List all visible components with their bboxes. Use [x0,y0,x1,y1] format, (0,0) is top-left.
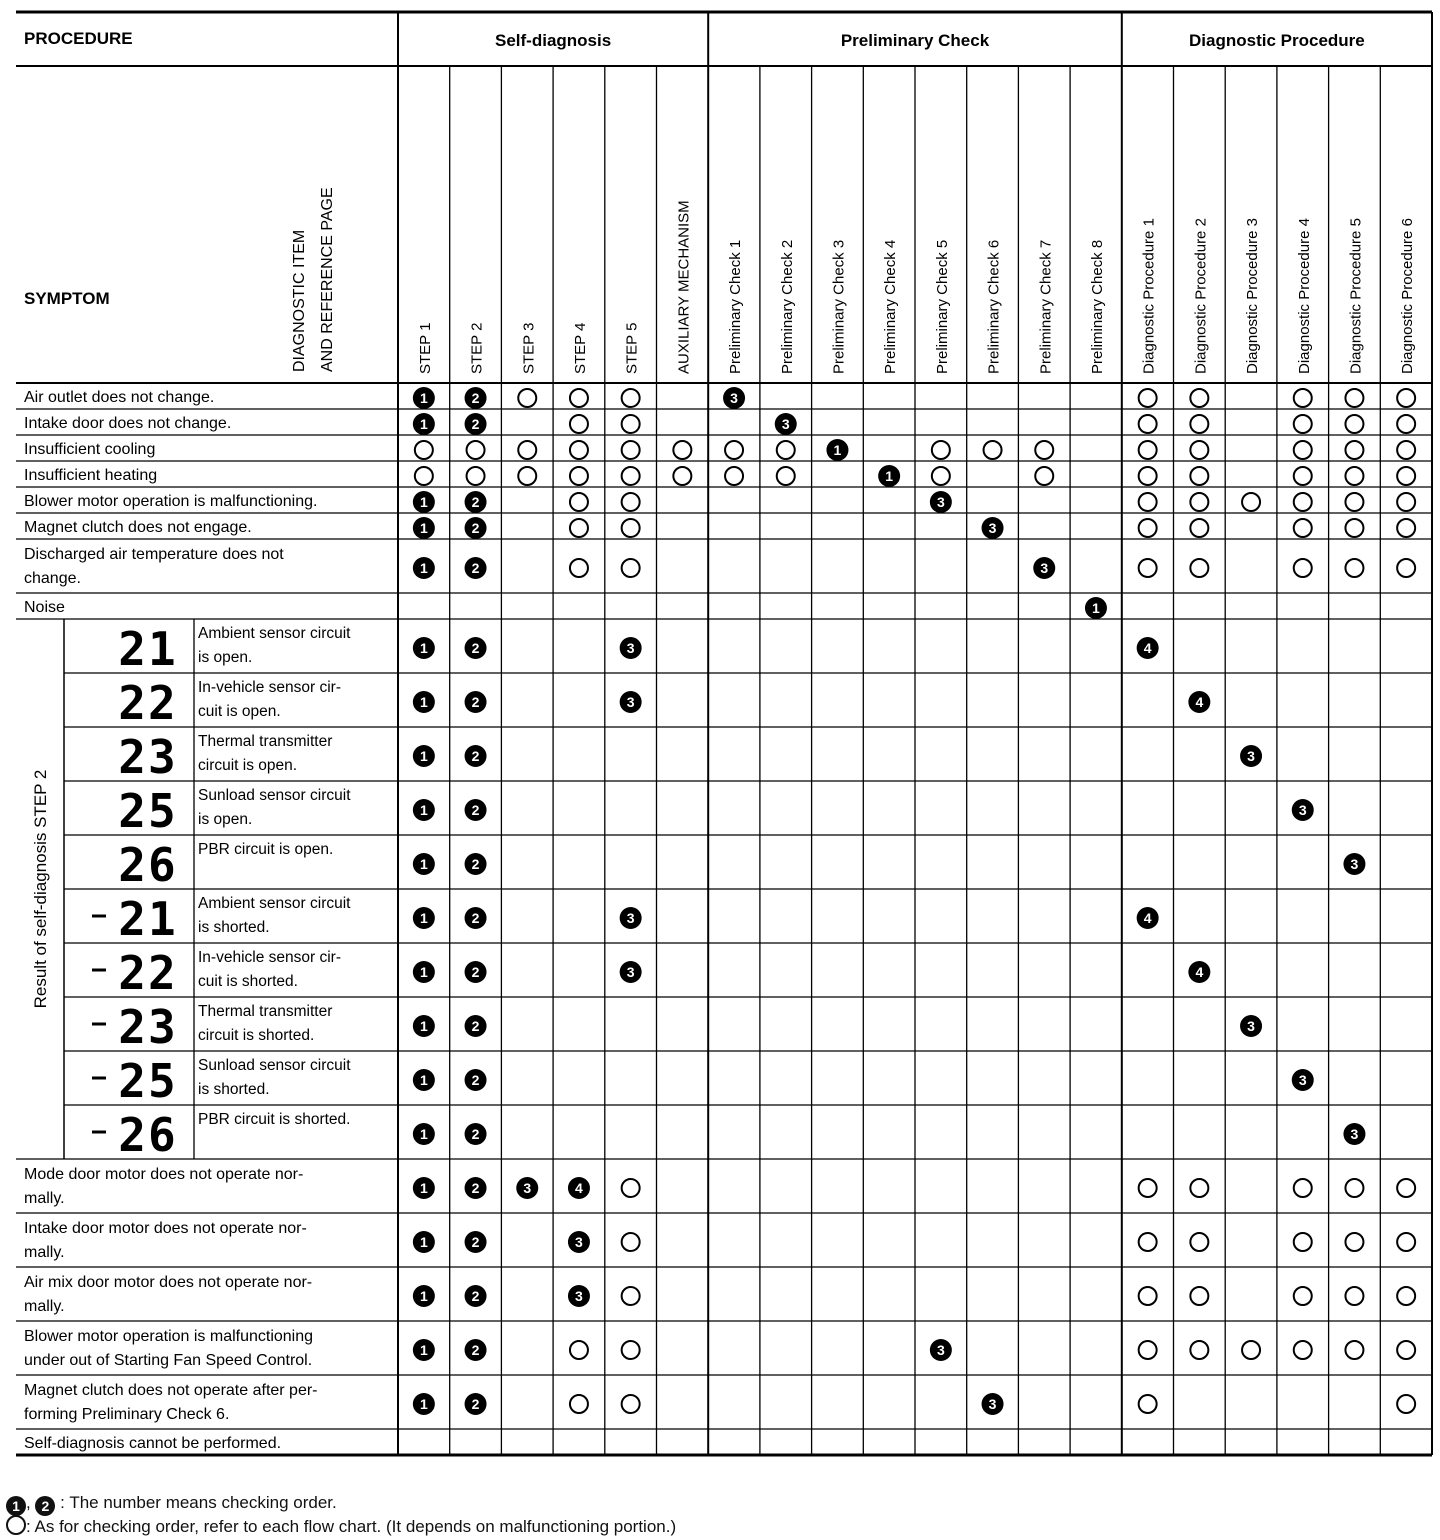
mark-number: 1 [419,1342,428,1358]
open-circle-mark [673,467,691,485]
column-header-16: Diagnostic Procedure 2 [1192,218,1210,374]
open-circle-mark [1139,1341,1157,1359]
open-circle-mark [622,519,640,537]
column-header-5: STEP 5 [623,322,641,374]
mark-number: 1 [419,1018,428,1034]
open-circle-mark [622,441,640,459]
open-circle-mark [1190,1233,1208,1251]
symptom-text: under out of Starting Fan Speed Control. [24,1352,313,1369]
open-circle-mark [1397,467,1415,485]
symptom-text: Discharged air temperature does not [24,546,284,563]
code-description: circuit is open. [198,757,298,774]
open-circle-mark [570,467,588,485]
symptom-text: Mode door motor does not operate nor- [24,1166,304,1183]
code-description: is shorted. [198,919,270,936]
open-circle-mark [1139,467,1157,485]
open-circle-mark [415,467,433,485]
mark-number: 1 [419,1396,428,1412]
open-circle-mark [1294,493,1312,511]
open-circle-mark [725,441,743,459]
code-description: Ambient sensor circuit [198,625,351,642]
open-circle-mark [1139,1395,1157,1413]
symptom-text: change. [24,570,81,587]
mark-number: 2 [471,856,480,872]
open-circle-mark [1242,1341,1260,1359]
open-circle-mark [1397,519,1415,537]
open-circle-mark [622,1179,640,1197]
mark-number: 3 [626,694,635,710]
mark-number: 3 [1298,1072,1307,1088]
symptom-text: Intake door does not change. [24,415,232,432]
mark-number: 2 [471,748,480,764]
symptom-text: Air outlet does not change. [24,389,215,406]
mark-number: 1 [419,640,428,656]
mark-number: 2 [471,640,480,656]
legend-number-text: : The number means checking order. [55,1493,337,1512]
open-circle-mark [518,467,536,485]
mark-number: 1 [885,468,894,484]
code-description: Ambient sensor circuit [198,895,351,912]
mark-number: 1 [419,1072,428,1088]
open-circle-mark [1345,1341,1363,1359]
mark-number: 2 [471,1072,480,1088]
mark-number: 1 [419,560,428,576]
mark-number: 4 [1195,964,1204,980]
open-circle-mark [673,441,691,459]
code-description: is open. [198,649,253,666]
symptom-text: forming Preliminary Check 6. [24,1406,230,1423]
mark-number: 1 [419,1234,428,1250]
error-code: 26 [118,838,178,892]
column-header-10: Preliminary Check 4 [882,239,900,374]
open-circle-mark [1294,1287,1312,1305]
open-circle-mark [1035,467,1053,485]
mark-number: 2 [471,1180,480,1196]
mark-number: 4 [1143,910,1152,926]
symptom-text: Blower motor operation is malfunctioning [24,1328,314,1345]
mark-number: 3 [1040,560,1049,576]
column-header-15: Diagnostic Procedure 1 [1140,218,1158,374]
open-circle-mark [1397,389,1415,407]
mark-number: 1 [419,520,428,536]
mark-number: 1 [419,494,428,510]
mark-number: 1 [419,1288,428,1304]
open-circle-mark [622,1341,640,1359]
open-circle-mark [1139,415,1157,433]
legend-line-1: 1 , 2 : The number means checking order. [6,1493,337,1516]
column-header-4: STEP 4 [571,322,589,374]
open-circle-mark [1345,467,1363,485]
open-circle-mark [1139,389,1157,407]
code-description: PBR circuit is open. [198,841,334,858]
open-circle-mark [518,441,536,459]
column-header-6: AUXILIARY MECHANISM [675,200,693,374]
open-circle-icon [6,1515,26,1535]
symptom-text: mally. [24,1190,65,1207]
open-circle-mark [570,441,588,459]
open-circle-mark [570,389,588,407]
symptom-text: Air mix door motor does not operate nor- [24,1274,313,1291]
mark-number: 2 [471,520,480,536]
code-description: In-vehicle sensor cir- [198,679,341,696]
column-header-1: STEP 1 [416,322,434,374]
code-description: In-vehicle sensor cir- [198,949,341,966]
column-header-9: Preliminary Check 3 [830,239,848,374]
open-circle-mark [1397,1179,1415,1197]
column-header-13: Preliminary Check 7 [1037,239,1055,374]
side-label: Result of self-diagnosis STEP 2 [31,769,50,1009]
mark-number: 2 [471,694,480,710]
mark-number: 3 [626,964,635,980]
mark-number: 2 [471,910,480,926]
diagnostic-item-label: DIAGNOSTIC ITEM [291,229,308,372]
open-circle-mark [1242,493,1260,511]
open-circle-mark [1294,467,1312,485]
mark-number: 3 [936,494,945,510]
open-circle-mark [1345,415,1363,433]
mark-number: 2 [471,560,480,576]
mark-number: 1 [419,748,428,764]
open-circle-mark [622,1287,640,1305]
open-circle-mark [570,1395,588,1413]
error-code: 22 [118,676,178,730]
column-header-2: STEP 2 [468,322,486,374]
open-circle-mark [1397,415,1415,433]
open-circle-mark [1190,519,1208,537]
mark-number: 3 [626,640,635,656]
open-circle-mark [415,441,433,459]
open-circle-mark [1035,441,1053,459]
open-circle-mark [1397,1395,1415,1413]
error-code: 23 [118,730,178,784]
open-circle-mark [570,493,588,511]
error-code: 25 [118,1054,178,1108]
mark-number: 2 [471,1018,480,1034]
mark-number: 3 [575,1288,583,1304]
mark-number: 2 [471,1342,480,1358]
open-circle-mark [570,1341,588,1359]
open-circle-mark [622,1395,640,1413]
group-header-0: Self-diagnosis [495,31,612,50]
open-circle-mark [1294,519,1312,537]
symptom-text: Blower motor operation is malfunctioning. [24,493,318,510]
mark-number: 3 [575,1234,583,1250]
open-circle-mark [1294,1341,1312,1359]
column-header-14: Preliminary Check 8 [1088,239,1106,374]
open-circle-mark [1345,441,1363,459]
code-description: is shorted. [198,1081,270,1098]
open-circle-mark [1190,415,1208,433]
mark-number: 2 [471,1126,480,1142]
mark-number: 3 [1350,1126,1359,1142]
code-description: cuit is shorted. [198,973,298,990]
open-circle-mark [518,389,536,407]
mark-number: 3 [988,1396,997,1412]
code-description: PBR circuit is shorted. [198,1111,351,1128]
symptom-text: Intake door motor does not operate nor- [24,1220,307,1237]
column-header-19: Diagnostic Procedure 5 [1347,218,1365,374]
open-circle-mark [932,467,950,485]
mark-number: 2 [471,802,480,818]
symptom-text: Self-diagnosis cannot be performed. [24,1435,282,1452]
open-circle-mark [1190,389,1208,407]
procedure-label: PROCEDURE [24,29,133,48]
mark-number: 3 [1247,748,1255,764]
mark-number: 1 [419,1180,428,1196]
mark-number: 3 [781,416,790,432]
open-circle-mark [1139,441,1157,459]
mark-number: 1 [419,390,428,406]
mark-number: 2 [471,416,480,432]
column-header-11: Preliminary Check 5 [933,239,951,374]
error-code: 21 [118,892,178,946]
open-circle-mark [1345,519,1363,537]
open-circle-mark [1139,493,1157,511]
open-circle-mark [1294,441,1312,459]
symptom-text: Insufficient heating [24,467,158,484]
code-description: is open. [198,811,253,828]
symptom-text: Magnet clutch does not engage. [24,519,252,536]
open-circle-mark [1190,1341,1208,1359]
open-circle-mark [1139,1233,1157,1251]
open-circle-mark [622,415,640,433]
number-2-filled-icon: 2 [35,1496,55,1516]
open-circle-mark [1345,493,1363,511]
open-circle-mark [1190,1287,1208,1305]
mark-number: 3 [1350,856,1359,872]
open-circle-mark [1190,559,1208,577]
open-circle-mark [1190,1179,1208,1197]
open-circle-mark [725,467,743,485]
mark-number: 2 [471,964,480,980]
code-description: Thermal transmitter [198,733,333,750]
open-circle-mark [1294,1179,1312,1197]
mark-number: 1 [419,694,428,710]
mark-number: 1 [419,856,428,872]
group-header-1: Preliminary Check [840,31,990,50]
open-circle-mark [622,389,640,407]
diagnostic-item-label: AND REFERENCE PAGE [319,187,336,372]
symptom-text: Magnet clutch does not operate after per- [24,1382,318,1399]
open-circle-mark [1294,389,1312,407]
mark-number: 3 [1298,802,1307,818]
open-circle-mark [1345,1179,1363,1197]
error-code: 25 [118,784,178,838]
column-header-20: Diagnostic Procedure 6 [1399,218,1417,374]
column-header-7: Preliminary Check 1 [727,239,745,374]
open-circle-mark [1139,1287,1157,1305]
open-circle-mark [1397,1341,1415,1359]
code-description: cuit is open. [198,703,281,720]
column-header-18: Diagnostic Procedure 4 [1295,218,1313,374]
column-header-12: Preliminary Check 6 [985,239,1003,374]
mark-number: 2 [471,1234,480,1250]
mark-number: 2 [471,494,480,510]
code-description: Sunload sensor circuit [198,1057,351,1074]
open-circle-mark [1345,1233,1363,1251]
open-circle-mark [467,467,485,485]
open-circle-mark [1397,559,1415,577]
mark-number: 2 [471,390,480,406]
mark-number: 2 [471,1396,480,1412]
symptom-label: SYMPTOM [24,289,110,308]
number-1-filled-icon: 1 [6,1496,26,1516]
open-circle-mark [932,441,950,459]
symptom-text: mally. [24,1298,65,1315]
group-header-2: Diagnostic Procedure [1189,31,1365,50]
symptom-text: Insufficient cooling [24,441,156,458]
legend-circle-text: : As for checking order, refer to each flow chart. (It depends on malfunctioning portion.) [26,1517,677,1536]
open-circle-mark [1397,493,1415,511]
mark-number: 2 [471,1288,480,1304]
open-circle-mark [1294,1233,1312,1251]
mark-number: 3 [730,390,738,406]
error-code: 23 [118,1000,178,1054]
mark-number: 1 [419,1126,428,1142]
mark-number: 4 [1195,694,1204,710]
open-circle-mark [570,519,588,537]
open-circle-mark [467,441,485,459]
open-circle-mark [1397,1233,1415,1251]
open-circle-mark [570,559,588,577]
mark-number: 4 [575,1180,583,1196]
open-circle-mark [622,493,640,511]
open-circle-mark [777,467,795,485]
open-circle-mark [984,441,1002,459]
mark-number: 1 [1092,600,1100,616]
mark-number: 1 [419,910,428,926]
open-circle-mark [1190,493,1208,511]
open-circle-mark [1294,559,1312,577]
mark-number: 3 [988,520,997,536]
column-header-3: STEP 3 [520,322,538,374]
mark-number: 4 [1143,640,1152,656]
open-circle-mark [1345,1287,1363,1305]
open-circle-mark [570,415,588,433]
open-circle-mark [1139,519,1157,537]
open-circle-mark [1397,1287,1415,1305]
legend-line-2 [6,1515,676,1537]
open-circle-mark [1345,389,1363,407]
mark-number: 3 [1247,1018,1255,1034]
open-circle-mark [1190,467,1208,485]
mark-number: 3 [523,1180,532,1196]
mark-number: 3 [626,910,635,926]
column-header-8: Preliminary Check 2 [778,239,796,374]
mark-number: 1 [419,416,428,432]
open-circle-mark [1139,559,1157,577]
mark-number: 1 [419,964,428,980]
open-circle-mark [777,441,795,459]
open-circle-mark [1397,441,1415,459]
code-description: circuit is shorted. [198,1027,315,1044]
open-circle-mark [1294,415,1312,433]
error-code: 21 [118,622,178,676]
column-header-17: Diagnostic Procedure 3 [1244,218,1262,374]
open-circle-mark [1139,1179,1157,1197]
mark-number: 3 [936,1342,945,1358]
code-description: Sunload sensor circuit [198,787,351,804]
open-circle-mark [622,559,640,577]
symptom-text: mally. [24,1244,65,1261]
open-circle-mark [1190,441,1208,459]
symptom-text: Noise [24,599,65,616]
error-code: 26 [118,1108,178,1162]
mark-number: 1 [833,442,842,458]
mark-number: 1 [419,802,428,818]
error-code: 22 [118,946,178,1000]
open-circle-mark [622,467,640,485]
open-circle-mark [622,1233,640,1251]
open-circle-mark [1345,559,1363,577]
code-description: Thermal transmitter [198,1003,333,1020]
